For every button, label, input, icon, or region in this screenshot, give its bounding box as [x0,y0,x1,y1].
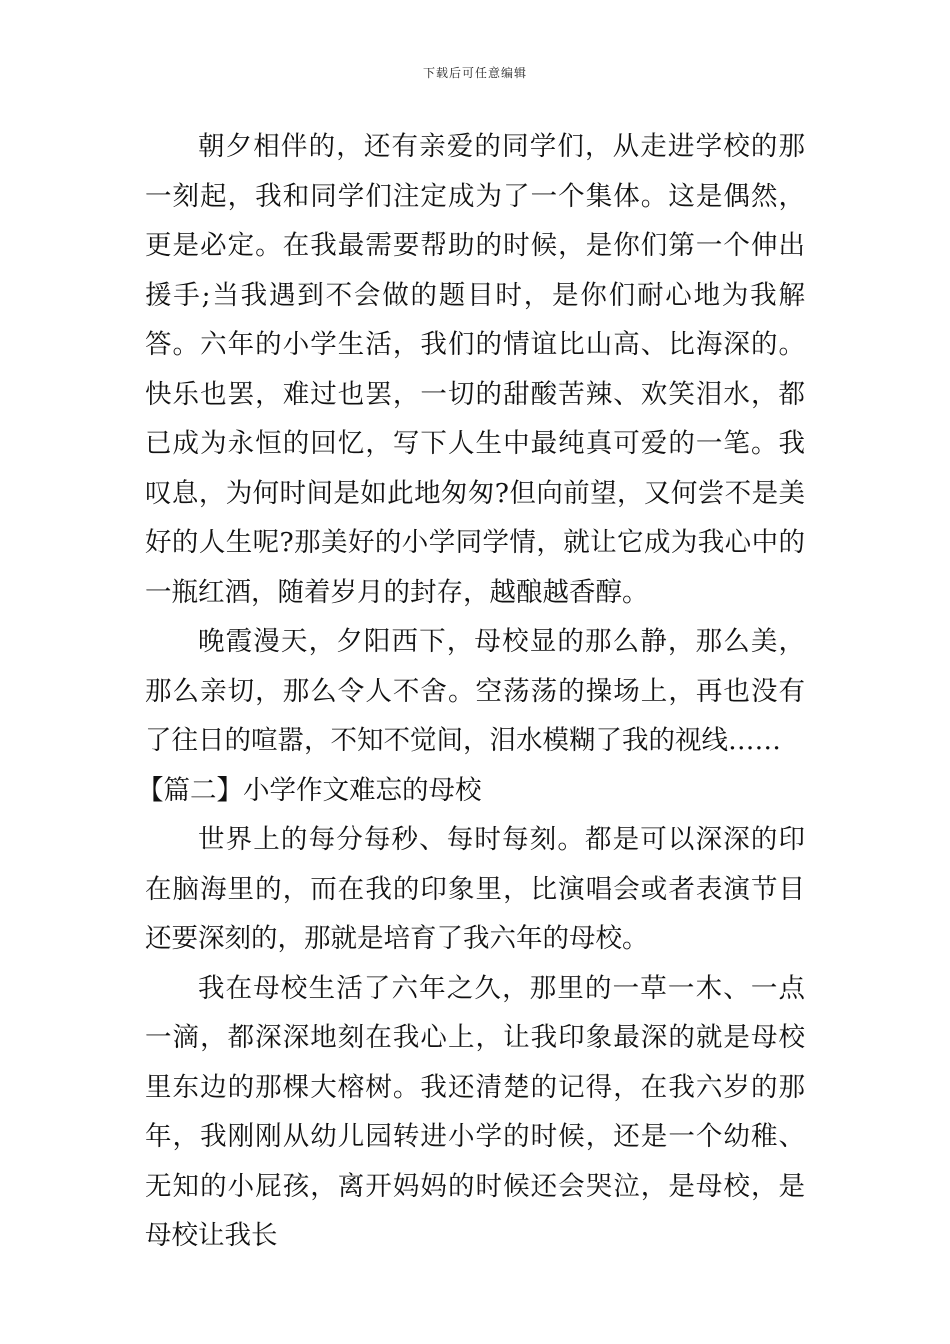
document-body [137,122,805,1261]
section-heading: 【篇二】小学作文难忘的母校 [137,774,482,806]
paragraph: 晚霞漫天，夕阳西下，母校显的那么静，那么美，那么亲切，那么令人不舍。空荡荡的操场上，再也没有了往日的喧嚣，不知不觉间，泪水模糊了我的视线…… [145,626,805,756]
paragraph: 我在母校生活了六年之久，那里的一草一木、一点一滴，都深深地刻在我心上，让我印象最深的就是母校里东边的那棵大榕树。我还清楚的记得，在我六岁的那年，我刚刚从幼儿园转进小学的时候，还是一个幼稚、无知的小屁孩，离开妈妈的时候还会哭泣，是母校，是母校让我长 [145,972,805,1251]
paragraph: 世界上的每分每秒、每时每刻。都是可以深深的印在脑海里的，而在我的印象里，比演唱会或者表演节目还要深刻的，那就是培育了我六年的母校。 [145,824,805,954]
header-note: 下载后可任意编辑 [422,66,527,80]
paragraph: 朝夕相伴的，还有亲爱的同学们，从走进学校的那一刻起，我和同学们注定成为了一个集体。这是偶然，更是必定。在我最需要帮助的时候，是你们第一个伸出援手;当我遇到不会做的题目时，是你们耐心地为我解答。六年的小学生活，我们的情谊比山高、比海深的。快乐也罢，难过也罢，一切的甜酸苦辣、欢笑泪水，都已成为永恒的回忆，写下人生中最纯真可爱的一笔。我叹息，为何时间是如此地匆匆?但向前望，又何尝不是美好的人生呢?那美好的小学同学情，就让它成为我心中的一瓶红酒，随着岁月的封存，越酿越香醇。 [145,131,805,608]
